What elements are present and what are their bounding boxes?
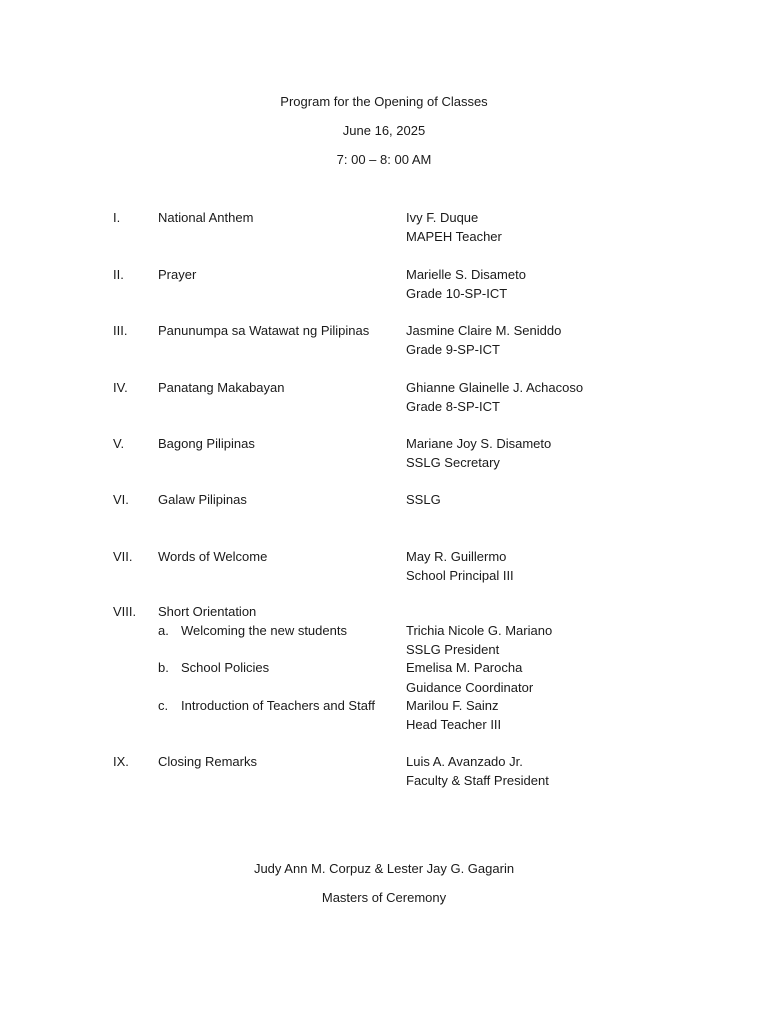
- presenter-role: Guidance Coordinator: [406, 680, 534, 695]
- presenter-name: Jasmine Claire M. Seniddo: [406, 323, 562, 338]
- presenter-role: Head Teacher III: [406, 717, 502, 732]
- item-title: Short Orientation: [158, 604, 257, 619]
- item-title: Panunumpa sa Watawat ng Pilipinas: [158, 323, 370, 338]
- masters-of-ceremony-title: Masters of Ceremony: [321, 890, 447, 905]
- item-number: V.: [113, 436, 125, 451]
- presenter-name: Mariane Joy S. Disameto: [406, 436, 552, 451]
- presenter-role: Grade 10-SP-ICT: [406, 286, 508, 301]
- presenter-role: Faculty & Staff President: [406, 773, 549, 788]
- item-title: National Anthem: [158, 210, 254, 225]
- item-number: II.: [113, 267, 124, 282]
- item-number: III.: [113, 323, 128, 338]
- sub-item-letter: c.: [158, 698, 169, 713]
- item-number: I.: [113, 210, 121, 225]
- sub-item-title: School Policies: [181, 660, 270, 675]
- item-title: Galaw Pilipinas: [158, 492, 247, 507]
- presenter-name: Marilou F. Sainz: [406, 698, 499, 713]
- item-title: Panatang Makabayan: [158, 380, 285, 395]
- presenter-name: SSLG: [406, 492, 441, 507]
- presenter-name: Ivy F. Duque: [406, 210, 479, 225]
- presenter-role: SSLG President: [406, 642, 500, 657]
- sub-item-letter: a.: [158, 623, 169, 638]
- presenter-role: School Principal III: [406, 568, 514, 583]
- presenter-name: Ghianne Glainelle J. Achacoso: [406, 380, 584, 395]
- item-title: Bagong Pilipinas: [158, 436, 255, 451]
- item-title: Closing Remarks: [158, 754, 257, 769]
- item-title: Prayer: [158, 267, 197, 282]
- sub-item-title: Welcoming the new students: [181, 623, 347, 638]
- item-number: VIII.: [113, 604, 137, 619]
- item-number: VI.: [113, 492, 129, 507]
- presenter-name: Trichia Nicole G. Mariano: [406, 623, 553, 638]
- program-date: June 16, 2025: [342, 123, 426, 138]
- presenter-role: MAPEH Teacher: [406, 229, 502, 244]
- item-number: VII.: [113, 549, 133, 564]
- sub-item-title: Introduction of Teachers and Staff: [181, 698, 375, 713]
- presenter-name: Luis A. Avanzado Jr.: [406, 754, 523, 769]
- masters-of-ceremony-names: Judy Ann M. Corpuz & Lester Jay G. Gagarin: [253, 861, 515, 876]
- presenter-role: Grade 9-SP-ICT: [406, 342, 500, 357]
- presenter-name: Emelisa M. Parocha: [406, 660, 523, 675]
- presenter-role: Grade 8-SP-ICT: [406, 399, 500, 414]
- program-time: 7: 00 – 8: 00 AM: [336, 152, 432, 167]
- sub-item-letter: b.: [158, 660, 169, 675]
- program-title: Program for the Opening of Classes: [280, 94, 488, 109]
- item-title: Words of Welcome: [158, 549, 268, 564]
- presenter-role: SSLG Secretary: [406, 455, 500, 470]
- presenter-name: Marielle S. Disameto: [406, 267, 526, 282]
- presenter-name: May R. Guillermo: [406, 549, 507, 564]
- item-number: IV.: [113, 380, 128, 395]
- item-number: IX.: [113, 754, 129, 769]
